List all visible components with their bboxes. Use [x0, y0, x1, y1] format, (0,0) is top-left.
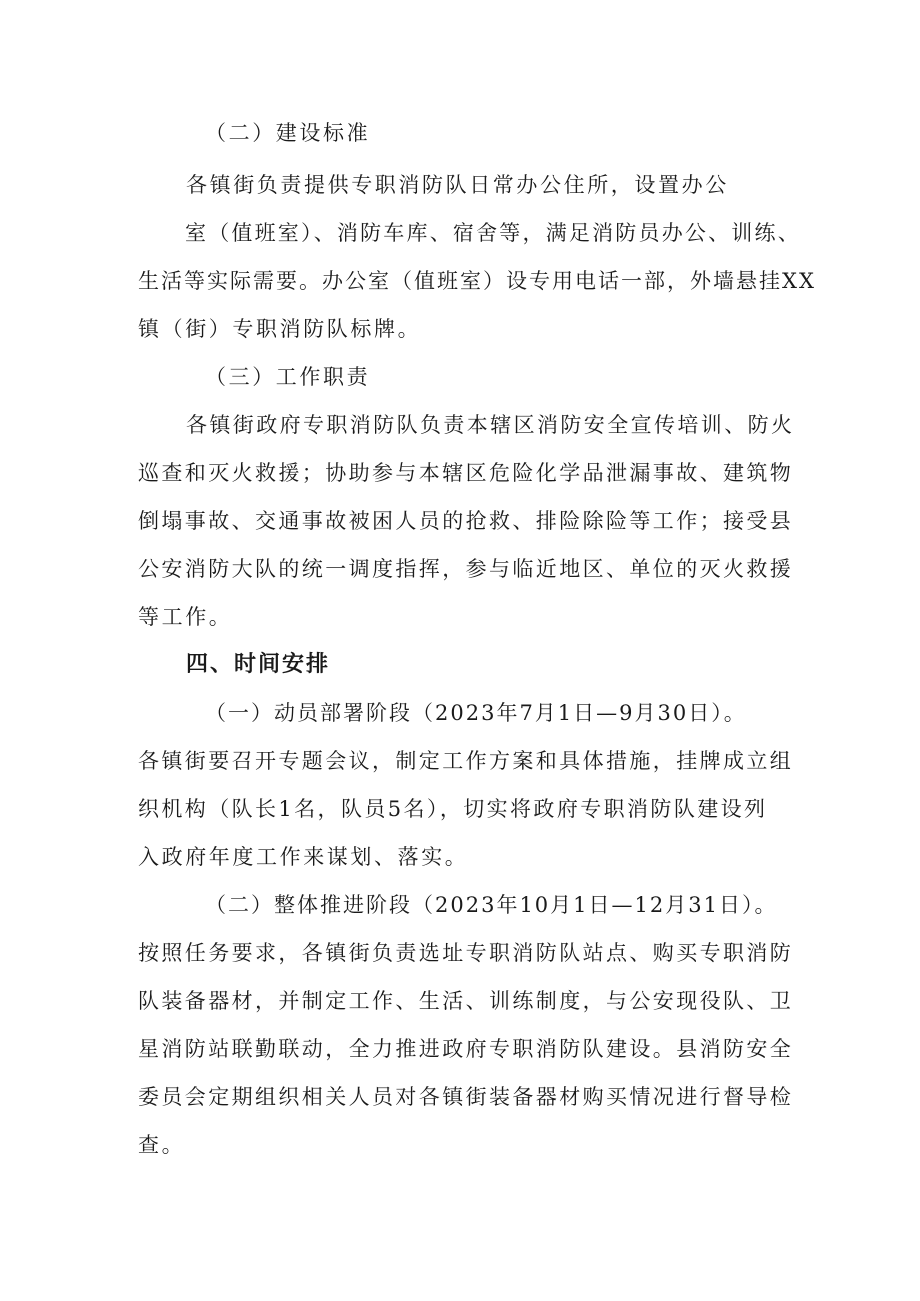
- paragraph-line: 各镇街要召开专题会议，制定工作方案和具体措施，挂牌成立组: [138, 749, 794, 773]
- paragraph-line: 织机构（队长1名，队员5名），切实将政府专职消防队建设列: [138, 797, 768, 821]
- paragraph-line: 星消防站联勤联动，全力推进政府专职消防队建设。县消防安全: [138, 1037, 794, 1061]
- paragraph-line: 查。: [138, 1133, 186, 1157]
- stage-heading-mobilization: （一）动员部署阶段（2023年7月1日—9月30日）。: [205, 701, 747, 725]
- paragraph-line: 室（值班室）、消防车库、宿舍等，满足消防员办公、训练、: [185, 221, 801, 245]
- paragraph-line: 等工作。: [138, 605, 233, 629]
- paragraph-line: 镇（街）专职消防队标牌。: [138, 317, 422, 341]
- paragraph-line: 倒塌事故、交通事故被困人员的抢救、排险除险等工作；接受县: [138, 509, 794, 533]
- subheading-construction-standard: （二）建设标准: [205, 121, 371, 145]
- paragraph-line: 巡查和灭火救援；协助参与本辖区危险化学品泄漏事故、建筑物: [138, 461, 794, 485]
- paragraph-line: 委员会定期组织相关人员对各镇街装备器材购买情况进行督导检: [138, 1085, 794, 1109]
- paragraph-line: 公安消防大队的统一调度指挥，参与临近地区、单位的灭火救援: [138, 557, 794, 581]
- subheading-work-duties: （三）工作职责: [205, 365, 371, 389]
- paragraph-line: 入政府年度工作来谋划、落实。: [138, 845, 469, 869]
- section-heading-schedule: 四、时间安排: [186, 652, 331, 677]
- paragraph-line: 按照任务要求，各镇街负责选址专职消防队站点、购买专职消防: [138, 941, 794, 965]
- paragraph-line: 各镇街负责提供专职消防队日常办公住所，设置办公: [186, 173, 729, 197]
- paragraph-line: 生活等实际需要。办公室（值班室）设专用电话一部，外墙悬挂XX: [138, 269, 816, 293]
- paragraph-line: 各镇街政府专职消防队负责本辖区消防安全宣传培训、防火: [186, 413, 795, 437]
- paragraph-line: 队装备器材，并制定工作、生活、训练制度，与公安现役队、卫: [138, 989, 794, 1013]
- stage-heading-advancement: （二）整体推进阶段（2023年10月1日—12月31日）。: [205, 893, 778, 917]
